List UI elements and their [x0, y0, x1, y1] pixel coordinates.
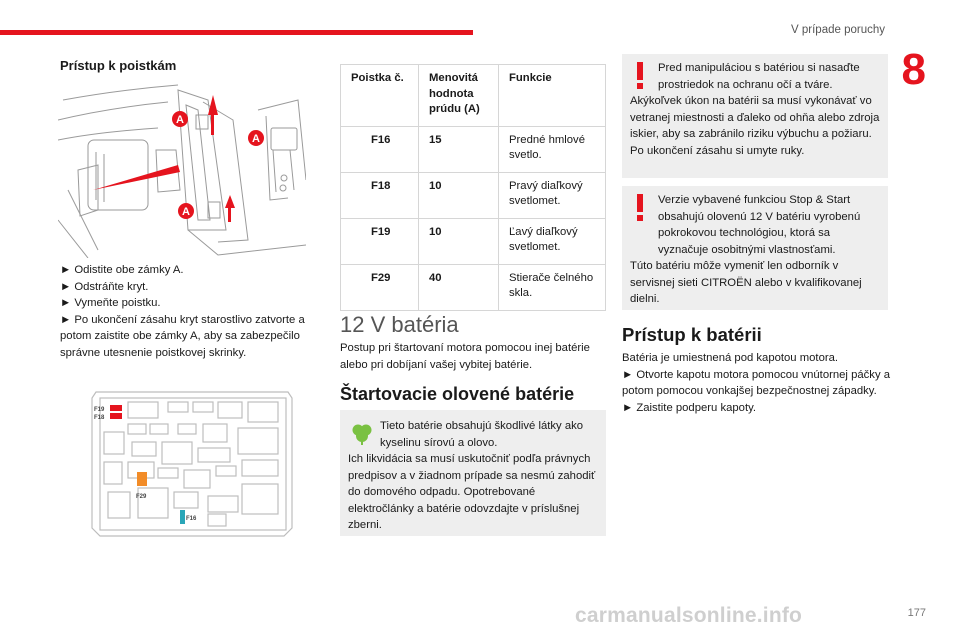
- step-2: ► Odstráňte kryt.: [60, 280, 149, 293]
- header-amps: Menovitá hodnota prúdu (A): [419, 65, 499, 127]
- table-row: [341, 264, 606, 310]
- fuse-number: F18: [341, 172, 419, 218]
- fuse-access-heading: Prístup k poistkám: [60, 58, 177, 73]
- step-3: ► Vymeňte poistku.: [60, 297, 161, 309]
- warning2-rest: Túto batériu môže vymeniť len odborník v servisnej sieti CITROËN alebo v kvalifikovanej dielni.: [630, 260, 862, 305]
- step-1: ► Odistite obe zámky A.: [60, 264, 184, 276]
- fuse-function: Ľavý diaľkový svetlomet.: [499, 218, 606, 264]
- section-title: V prípade poruchy: [791, 24, 885, 36]
- warning1-first: Pred manipuláciou s batériou si nasaďte prostriedok na ochranu očí a tváre.: [658, 62, 860, 91]
- step-4: ► Po ukončení zásahu kryt starostlivo zatvorte a potom zaistite obe zámky A, aby sa zabezpečilo správne utesnenie poistkovej skrinky.: [60, 313, 305, 359]
- table-row: [341, 172, 606, 218]
- fuse-amps: 40: [419, 264, 499, 310]
- warning1-rest: Akýkoľvek úkon na batérii sa musí vykonávať vo vetranej miestnosti a ďaleko od ohňa alebo zdroja iskier, aby sa zabránilo riziku výbuchu a požiaru.: [630, 95, 880, 140]
- eco-note: [340, 410, 606, 536]
- warning2-first: Verzie vybavené funkciou Stop & Start obsahujú olovenú 12 V batériu vyrobenú pokrokovou technológiou, ktorá sa vyznačuje osobitnými vlastnosťami.: [658, 194, 861, 256]
- eco-note-rest: Ich likvidácia sa musí uskutočniť podľa právnych predpisov a v žiadnom prípade sa nesmú zahodiť do domového odpadu. Opotrebované elektročlánky a batérie odovzdajte v príslušnej zberni.: [348, 453, 596, 531]
- watermark: carmanualsonline.info: [575, 604, 803, 627]
- warning1-end: Po ukončení zásahu si umyte ruky.: [630, 144, 805, 157]
- table-row: [341, 126, 606, 172]
- header-rule: [0, 30, 473, 35]
- fuse-function: Predné hmlové svetlo.: [499, 126, 606, 172]
- fuse-f16-marker: [180, 510, 185, 524]
- stop-start-warning: [622, 186, 888, 310]
- fuse-f18-marker: [110, 413, 122, 419]
- battery-step-2: ► Zaistite podperu kapoty.: [622, 401, 757, 414]
- fuse-number: F19: [341, 218, 419, 264]
- header-function: Funkcie: [499, 65, 606, 127]
- lead-batteries-title: Štartovacie olovené batérie: [340, 384, 575, 404]
- fuse-f16-label: F16: [186, 516, 197, 522]
- fuse-function: Stierače čelného skla.: [499, 264, 606, 310]
- fuse-amps: 10: [419, 172, 499, 218]
- lock-a-label-1: A: [176, 114, 184, 126]
- chapter-number: 8: [901, 45, 926, 94]
- battery-section-title: 12 V batéria: [340, 312, 459, 337]
- fuse-f18-label: F18: [94, 415, 105, 421]
- fuse-number: F16: [341, 126, 419, 172]
- eco-note-first: Tieto batérie obsahujú škodlivé látky ako kyselinu sírovú a olovo.: [380, 420, 584, 449]
- battery-access-heading: Prístup k batérii: [622, 324, 762, 345]
- fuse-box-cover-figure: [58, 80, 306, 258]
- safety-warning: [622, 54, 888, 178]
- lock-a-label-3: A: [182, 206, 190, 218]
- battery-access-text: [622, 350, 892, 416]
- header-fuse: Poistka č.: [341, 65, 419, 127]
- fuse-steps: [60, 262, 310, 361]
- fuse-amps: 15: [419, 126, 499, 172]
- battery-location-text: Batéria je umiestnená pod kapotou motora.: [622, 352, 839, 364]
- battery-intro: Postup pri štartovaní motora pomocou inej batérie alebo pri dobíjaní vašej vybitej batérie.: [340, 342, 590, 371]
- fuse-table: [340, 64, 606, 311]
- fuse-f29-label: F29: [136, 494, 147, 500]
- fuse-function: Pravý diaľkový svetlomet.: [499, 172, 606, 218]
- fuse-f29-marker: [137, 472, 147, 486]
- fuse-number: F29: [341, 264, 419, 310]
- recycle-leaf-icon: [350, 422, 374, 446]
- fuse-amps: 10: [419, 218, 499, 264]
- lock-a-label-2: A: [252, 133, 260, 145]
- fuse-layout-figure: [88, 388, 296, 540]
- fuse-table-header-row: [341, 65, 606, 127]
- battery-step-1: ► Otvorte kapotu motora pomocou vnútornej páčky a potom pomocou vonkajšej bezpečnostnej západky.: [622, 368, 891, 397]
- warning-exclamation-icon: [634, 62, 646, 90]
- page-number: 177: [907, 607, 926, 619]
- fuse-f19-marker: [110, 405, 122, 411]
- fuse-f19-label: F19: [94, 407, 105, 413]
- table-row: [341, 218, 606, 264]
- warning-exclamation-icon: [634, 194, 646, 222]
